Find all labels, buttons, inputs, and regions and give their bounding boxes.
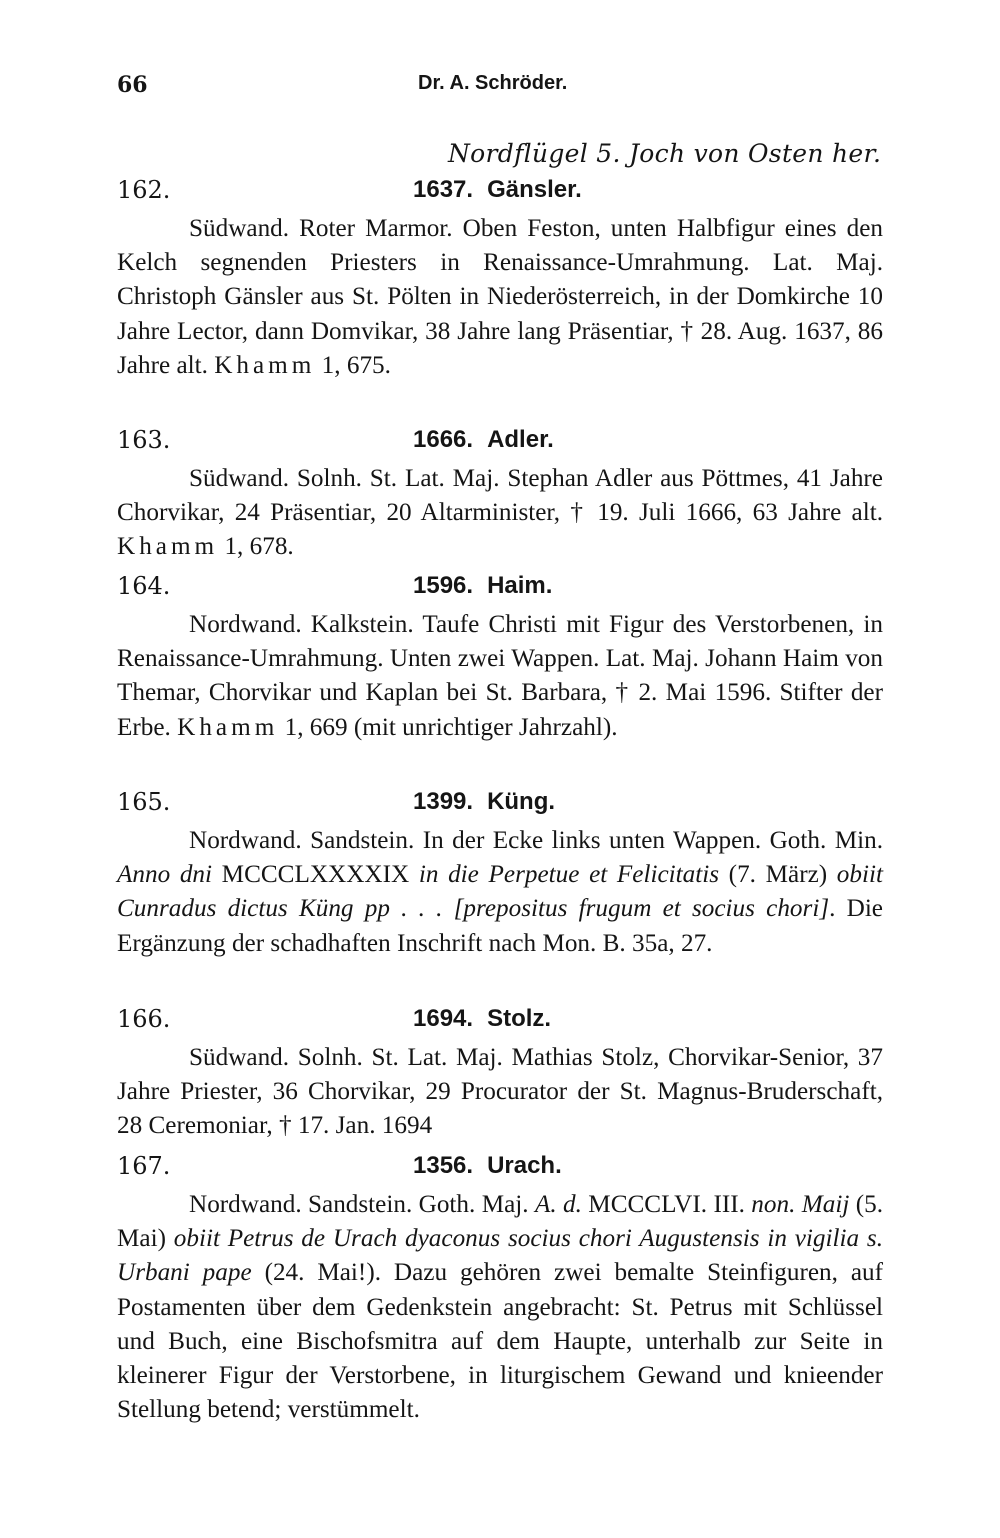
entry-text-part: (7. März) (719, 861, 837, 889)
entry-text-part: Nordwand. Kalkstein. Taufe Christi mit Figur des Verstorbenen, in Renaissance-Umrahmung. Unten zwei Wappen. Lat. Maj. Johann Haim von Themar, Chorvikar und Kaplan bei St. Barbara, † 2. Mai 1596. Stifter der Erbe. (117, 611, 883, 741)
latin-inscription: in die Perpetue et Felicitatis (418, 861, 720, 889)
latin-inscription: Anno dni (117, 861, 213, 889)
entry-163 (117, 426, 883, 565)
entry-text-part: Nordwand. Sandstein. In der Ecke links unten Wappen. Goth. Min. (189, 827, 883, 854)
entry-header (117, 572, 883, 608)
reference-tail: 1, 669 (mit unrichtiger Jahrzahl). (278, 713, 618, 741)
entry-year: 1694. (413, 1005, 474, 1032)
entry-title (413, 1152, 576, 1180)
reference-tail: 1, 678. (218, 533, 294, 561)
entry-name: Urach. (487, 1152, 562, 1179)
entry-number: 165. (117, 788, 171, 816)
entry-text-part: Südwand. Solnh. St. Lat. Maj. Mathias Stolz, Chorvikar-Senior, 37 Jahre Priester, 36 Chorvikar, 29 Procurator der St. Magnus-Bruderschaft, 28 Ceremoniar, † 17. Jan. 1694 (117, 1044, 883, 1140)
entry-text (117, 1188, 883, 1427)
entry-165 (117, 788, 883, 961)
entry-title (413, 176, 596, 204)
entry-title (413, 788, 569, 816)
entry-title (413, 1005, 565, 1033)
entry-number: 167. (117, 1152, 171, 1180)
entry-text (117, 608, 883, 745)
entry-header (117, 426, 883, 462)
entry-167 (117, 1152, 883, 1427)
entry-text-part: MCCCLXXXXIX (212, 861, 419, 889)
entry-name: Gänsler. (487, 176, 582, 203)
latin-inscription: non. Maij (751, 1191, 850, 1218)
entry-number: 164. (117, 572, 171, 600)
entry-162 (117, 176, 883, 383)
entry-text (117, 462, 883, 565)
entry-text-part: Nordwand. Sandstein. Goth. Maj. (189, 1191, 535, 1218)
reference-author: Khamm (177, 713, 279, 741)
entry-164 (117, 572, 883, 745)
entry-name: Küng. (487, 788, 556, 815)
entry-header (117, 176, 883, 212)
reference-author: Khamm (214, 351, 316, 379)
entry-year: 1399. (413, 788, 474, 815)
entry-name: Adler. (487, 426, 554, 453)
entry-number: 163. (117, 426, 171, 454)
entry-text (117, 1041, 883, 1144)
latin-inscription: A. d. (534, 1191, 582, 1218)
reference-tail: 1, 675. (315, 351, 391, 379)
entry-text-part: MCCCLVI. III. (581, 1191, 752, 1218)
latin-inscription: obiit Cunradus dictus Küng pp . . . [prepositus frugum et socius chori] (117, 861, 883, 923)
page-number: 66 (117, 72, 148, 98)
entry-text-part: Südwand. Roter Marmor. Oben Feston, unten Halbfigur eines den Kelch segnenden Priesters in Renaissance-Umrahmung. Lat. Maj. Christoph Gänsler aus St. Pölten in Niederösterreich, in der Domkirche 10 Jahre Lector, dann Domvikar, 38 Jahre lang Präsentiar, † 28. Aug. 1637, 86 Jahre alt. (117, 215, 883, 379)
entry-text-part: (24. Mai!). Dazu gehören zwei bemalte Steinfiguren, auf Postamenten über dem Gedenkstein angebracht: St. Petrus mit Schlüssel und Buch, eine Bischofsmitra auf dem Haupte, unterhalb zur Seite in kleinerer Figur der Verstorbene, in liturgischem Gewand und knieender Stellung betend; verstümmelt. (117, 1259, 884, 1424)
entry-text-part: Südwand. Solnh. St. Lat. Maj. Stephan Adler aus Pöttmes, 41 Jahre Chorvikar, 24 Präsentiar, 20 Altarminister, † 19. Juli 1666, 63 Jahre alt. (117, 465, 883, 527)
entry-number: 166. (117, 1005, 171, 1033)
reference-author: Khamm (117, 533, 219, 561)
entry-header (117, 1152, 883, 1188)
entry-text-part: . Die Ergänzung der schadhaften Inschrift nach Mon. B. 35a, 27. (117, 895, 883, 957)
entry-header (117, 788, 883, 824)
entry-text (117, 824, 883, 961)
entry-number: 162. (117, 176, 171, 204)
entry-year: 1356. (413, 1152, 474, 1179)
location-heading: Nordflügel 5. Joch von Osten her. (448, 139, 882, 168)
running-title: Dr. A. Schröder. (418, 72, 568, 94)
entry-title (413, 426, 568, 454)
entry-year: 1666. (413, 426, 474, 453)
entry-header (117, 1005, 883, 1041)
latin-inscription: obiit Petrus de Urach dyaconus socius chori Augustensis in vigilia s. Urbani pape (117, 1225, 883, 1287)
entry-year: 1637. (413, 176, 474, 203)
entry-166 (117, 1005, 883, 1144)
entry-name: Haim. (487, 572, 553, 599)
entry-text-part: (5. Mai) (117, 1191, 884, 1253)
entry-title (413, 572, 566, 600)
entry-name: Stolz. (487, 1005, 552, 1032)
entry-year: 1596. (413, 572, 474, 599)
entry-text (117, 212, 883, 383)
